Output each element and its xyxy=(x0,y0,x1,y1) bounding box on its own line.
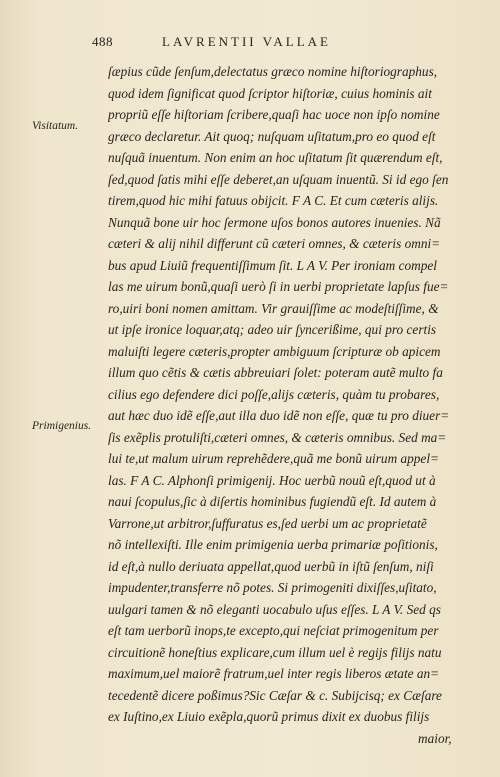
text-line: eſt tam uerborũ inops,te excepto,qui neſciat primogenitum per xyxy=(108,623,439,638)
page-number: 488 xyxy=(92,34,113,49)
text-line: las me uirum bonũ,quaſi uerò ſi in uerbi proprietate lapſus fue= xyxy=(108,279,449,294)
text-line: nõ intellexiſti. Ille enim primigenia uerba primariæ poſitionis, xyxy=(108,537,438,552)
text-line: Nunquã bone uir hoc ſermone uſos bonos autores inuenies. Nã xyxy=(108,214,441,230)
running-head: LAVRENTII VALLAE xyxy=(162,34,331,49)
page-header xyxy=(92,34,462,52)
text-line: quod idem ſignificat quod ſcriptor hiſtoriæ, cuius hominis ait xyxy=(108,85,432,101)
text-line: cæteri & alij nihil differunt cũ cæteri omnes, & cæteris omni= xyxy=(108,236,441,251)
text-line: ro,uiri boni nomen amittam. Vir grauiſſime ac modeſtiſſime, & xyxy=(108,300,439,316)
text-block xyxy=(108,61,468,749)
text-line: nuſquã inuentum. Non enim an hoc uſitatum ſit quærendum eſt, xyxy=(108,150,443,165)
text-line: ſæpius cũde ſenſum,delectatus græco nomine hiſtoriographus, xyxy=(108,64,438,79)
text-line: aut hæc duo idẽ eſſe,aut illa duo idẽ non eſſe, quæ tu pro diuer= xyxy=(108,408,450,423)
text-line: tecedentẽ dicere poßimus?Sic Cæſar & c. Subijcisq; ex Cæſare xyxy=(108,687,442,703)
text-line: ſis exẽplis protuliſti,cæteri omnes, & cæteris omnibus. Sed ma= xyxy=(108,429,447,445)
text-line: propriũ eſſe hiſtoriam ſcribere,quaſi hac uoce non ipſo nomine xyxy=(108,107,440,122)
margin-note-visitatum: Visitatum. xyxy=(32,120,79,132)
text-line: uulgari tamen & nõ eleganti uocabulo uſus eſſes. L A V. Sed qs xyxy=(108,601,441,617)
text-line: las. F A C. Alphonſi primigenij. Hoc uerbũ nouũ eſt,quod ut à xyxy=(108,472,436,488)
text-line: bus apud Liuiũ frequentiſſimum ſit. L A V. Per ironiam compel xyxy=(108,257,437,273)
text-line: maluiſti legere cæteris,propter ambiguum ſcripturæ ob apicem xyxy=(108,343,441,359)
text-line: id eſt,à nullo deriuata appellat,quod uerbũ in iſtũ ſenſum, niſi xyxy=(108,558,434,574)
text-line: ſed,quod ſatis mihi eſſe deberet,an uſquam inuentũ. Si id ego ſen xyxy=(108,171,449,187)
text-line: ut ipſe ironice loquar,atq; adeo uir ſyncerißime, qui pro certis xyxy=(108,322,437,337)
text-line: cilius ego defendere dici poſſe,alijs cæteris, quàm tu probares, xyxy=(108,386,440,402)
catchword: maior, xyxy=(418,730,452,746)
margin-note-primigenius: Primigenius. xyxy=(32,420,92,432)
text-line: Varrone,ut arbitror,ſuffuratus es,ſed uerbi um ac proprietatẽ xyxy=(108,515,427,531)
text-line: maximum,uel maiorẽ fratrum,uel inter regis liberos ætate an= xyxy=(108,666,440,681)
text-line: tirem,quod hic mihi fatuus obijcit. F A C. Et cum cæteris alijs. xyxy=(108,193,439,208)
text-line: ex Iuſtino,ex Liuio exẽpla,quorũ primus dixit ex duobus filijs xyxy=(108,709,430,724)
text-line: circuitionẽ honeſtius explicare,cum illum uel è regijs filijs natu xyxy=(108,644,442,660)
text-line: græco declaretur. Ait quoq; nuſquam uſitatum,pro eo quod eſt xyxy=(108,128,436,144)
text-line: impudenter,transferre nõ potes. Si primogeniti dixiſſes,uſitato, xyxy=(108,580,437,595)
text-line: naui ſcopulus,ſic à diſertis hominibus fugiendũ eſt. Id autem à xyxy=(108,494,437,509)
text-line: lui te,ut malum uirum reprehẽdere,quã me bonũ uirum appel= xyxy=(108,451,440,466)
text-line: illum quo cẽtis & cætis abbreuiari ſolet: poteram autẽ multo fa xyxy=(108,365,443,380)
